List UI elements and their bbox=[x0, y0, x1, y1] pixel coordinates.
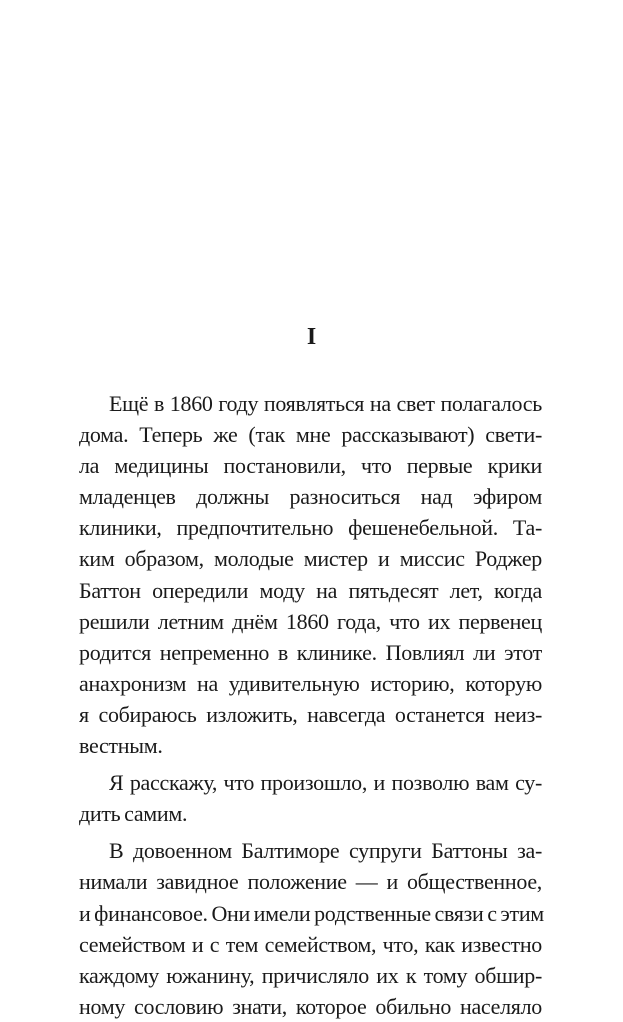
text-line: ному сословию знати, которое обильно населяло bbox=[79, 993, 542, 1019]
text-line: нимали завидное положение — и общественное, bbox=[79, 869, 542, 895]
text-line: дить самим. bbox=[79, 801, 188, 827]
text-line: Я расскажу, что произошло, и позволю вам су- bbox=[109, 770, 542, 796]
text-line: Ещё в 1860 году появляться на свет полагалось bbox=[109, 391, 542, 416]
text-line: каждому южанину, причисляло их к тому обшир- bbox=[79, 962, 542, 988]
text-line: младенцев должны разноситься над эфиром bbox=[79, 484, 542, 510]
text-line: и финансовое. Они имели родственные связи с этим bbox=[79, 900, 544, 926]
paragraph bbox=[79, 767, 542, 829]
text-line: я собираюсь изложить, навсегда останется неиз- bbox=[79, 701, 542, 727]
text-line: дома. Теперь же (так мне рассказывают) свети- bbox=[79, 422, 542, 448]
text-line: клиники, предпочтительно фешенебельной. Та- bbox=[79, 515, 542, 541]
body-text bbox=[79, 388, 542, 1022]
text-line: вестным. bbox=[79, 733, 163, 759]
text-line: ким образом, молодые мистер и миссис Роджер bbox=[79, 546, 542, 572]
chapter-number: I bbox=[306, 324, 317, 350]
paragraph bbox=[79, 835, 542, 1022]
text-line: Баттон опередили моду на пятьдесят лет, когда bbox=[79, 577, 542, 603]
text-line: родится непременно в клинике. Повлиял ли этот bbox=[79, 639, 542, 665]
text-line: В довоенном Балтиморе супруги Баттоны за- bbox=[109, 838, 542, 864]
text-line: решили летним днём 1860 года, что их первенец bbox=[79, 608, 542, 634]
paragraph bbox=[79, 388, 542, 761]
text-line: анахронизм на удивительную историю, которую bbox=[79, 670, 542, 696]
text-line: семейством и с тем семейством, что, как известно bbox=[79, 931, 542, 957]
text-line: ла медицины постановили, что первые крики bbox=[79, 453, 542, 479]
